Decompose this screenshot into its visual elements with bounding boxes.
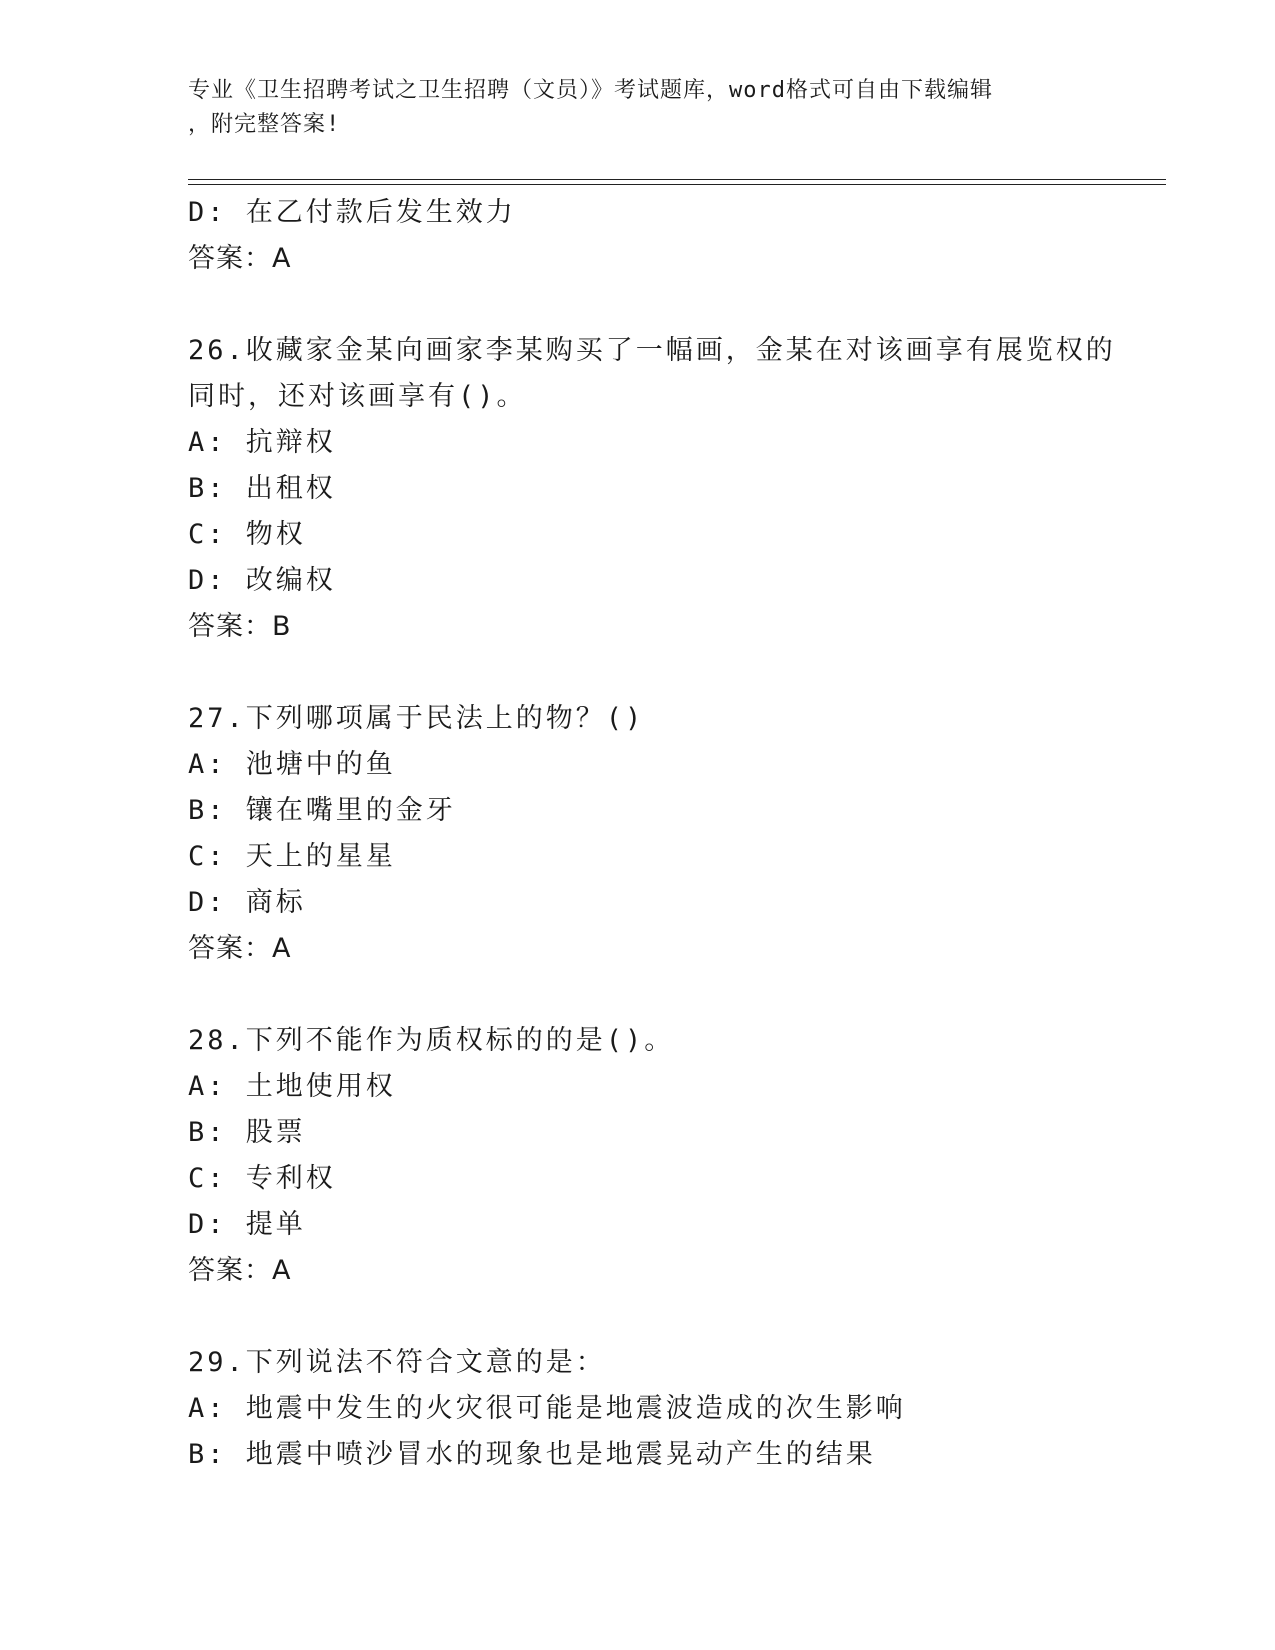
question-stem: 26.收藏家金某向画家李某购买了一幅画，金某在对该画享有展览权的 <box>188 335 1116 366</box>
header-divider-top <box>188 179 1166 180</box>
option-a: A: 土地使用权 <box>188 1071 396 1102</box>
answer-line: 答案：A <box>188 1255 292 1286</box>
option-d: D: 提单 <box>188 1209 306 1240</box>
option-b: B: 镶在嘴里的金牙 <box>188 795 456 826</box>
answer-line: 答案：A <box>188 933 292 964</box>
option-b: B: 地震中喷沙冒水的现象也是地震晃动产生的结果 <box>188 1439 876 1470</box>
option-c: C: 专利权 <box>188 1163 336 1194</box>
option-d: D: 改编权 <box>188 565 336 596</box>
question-28 <box>188 1018 1088 1294</box>
option-c: C: 天上的星星 <box>188 841 396 872</box>
question-stem: 29.下列说法不符合文意的是： <box>188 1347 606 1378</box>
option-a: A: 地震中发生的火灾很可能是地震波造成的次生影响 <box>188 1393 906 1424</box>
answer-line: 答案：B <box>188 611 292 642</box>
header-divider-bottom <box>188 184 1166 185</box>
option-a: A: 池塘中的鱼 <box>188 749 396 780</box>
option-b: B: 出租权 <box>188 473 336 504</box>
option-b: B: 股票 <box>188 1117 306 1148</box>
question-stem: 28.下列不能作为质权标的的是()。 <box>188 1025 675 1056</box>
question-27 <box>188 696 1088 972</box>
header-line-1: 专业《卫生招聘考试之卫生招聘（文员）》考试题库，word格式可自由下载编辑 <box>188 78 993 103</box>
option-d: D: 在乙付款后发生效力 <box>188 197 516 228</box>
question-26 <box>188 328 1116 650</box>
question-stem-continued: 同时，还对该画享有()。 <box>188 381 527 412</box>
question-content <box>188 190 1116 1478</box>
option-c: C: 物权 <box>188 519 306 550</box>
previous-question-tail <box>188 190 1088 282</box>
question-29 <box>188 1340 1088 1478</box>
answer-line: 答案：A <box>188 243 292 274</box>
header-line-2: ，附完整答案! <box>188 112 341 137</box>
option-a: A: 抗辩权 <box>188 427 336 458</box>
question-stem: 27.下列哪项属于民法上的物？() <box>188 703 645 734</box>
option-d: D: 商标 <box>188 887 306 918</box>
document-header <box>188 74 1088 142</box>
